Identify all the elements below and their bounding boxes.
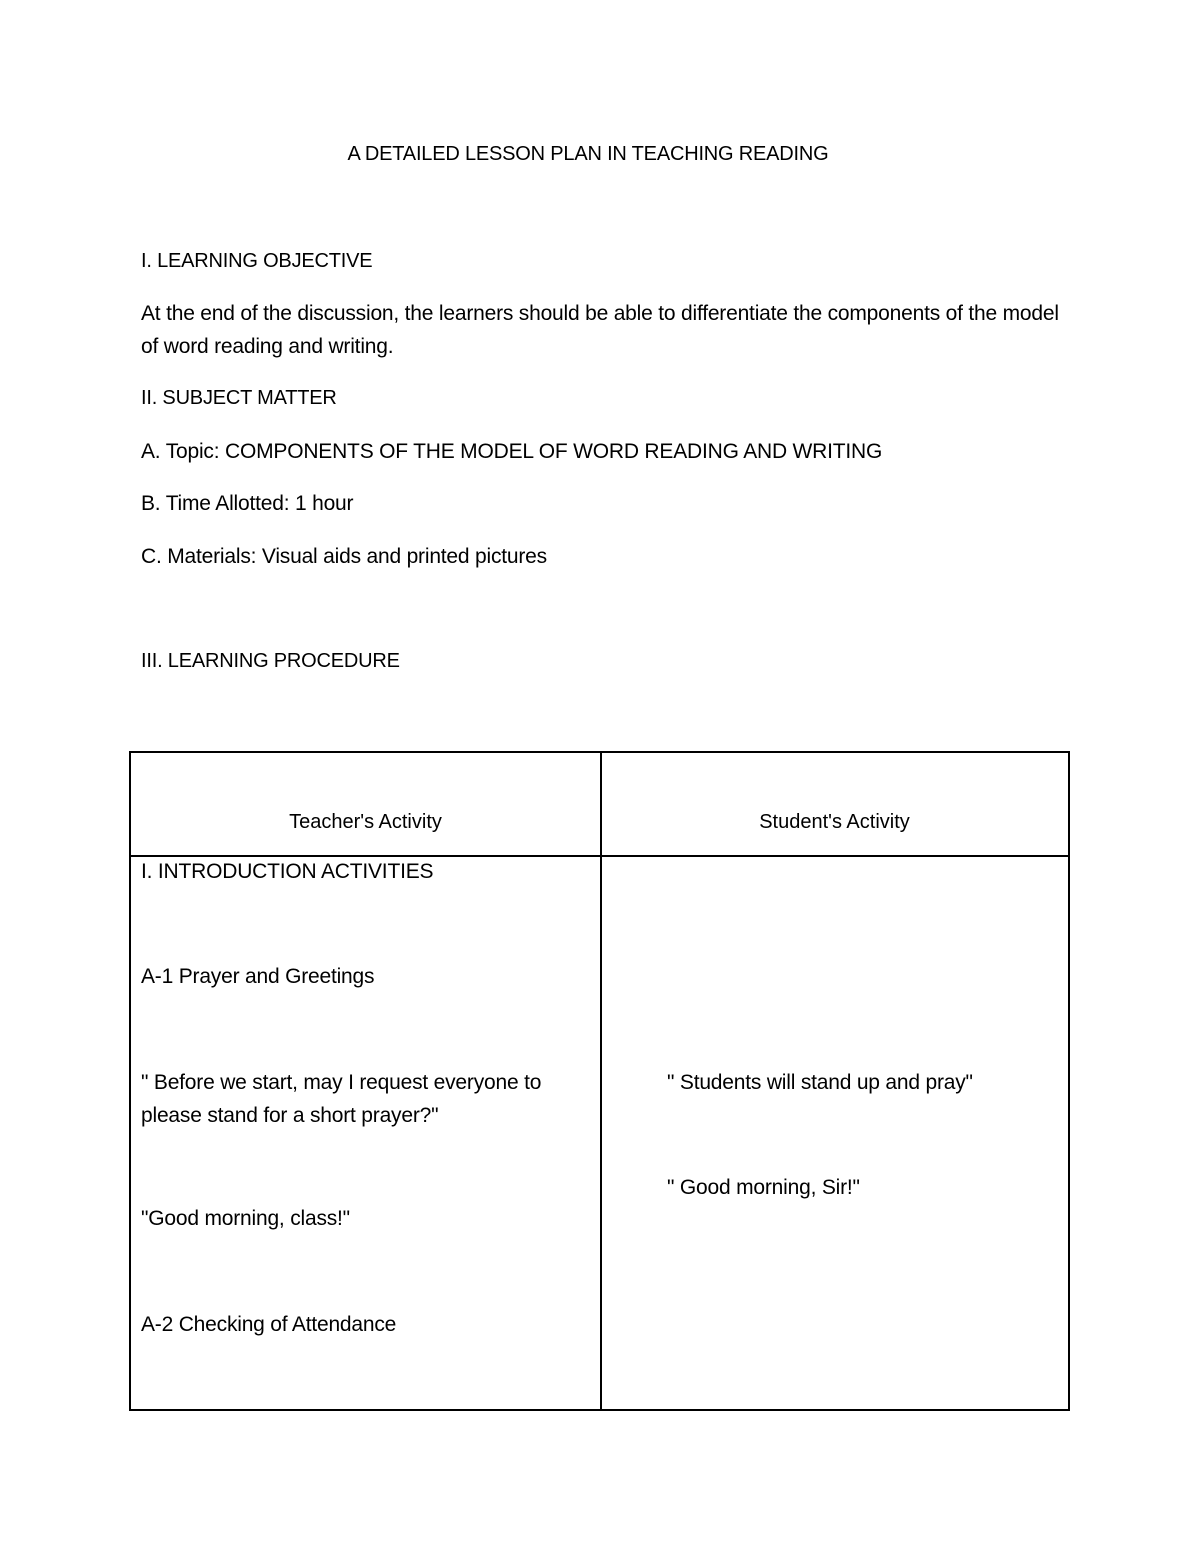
topic-line: A. Topic: COMPONENTS OF THE MODEL OF WORD READING AND WRITING	[141, 440, 883, 463]
materials-line: C. Materials: Visual aids and printed pictures	[141, 545, 547, 568]
section-heading-subject-matter: II. SUBJECT MATTER	[141, 387, 337, 409]
header-teacher-activity: Teacher's Activity	[289, 811, 442, 833]
table-header-divider	[131, 855, 1068, 857]
teacher-a1-heading: A-1 Prayer and Greetings	[141, 965, 375, 988]
time-allotted-line: B. Time Allotted: 1 hour	[141, 492, 354, 515]
teacher-intro-heading: I. INTRODUCTION ACTIVITIES	[141, 860, 434, 883]
teacher-a2-heading: A-2 Checking of Attendance	[141, 1313, 397, 1336]
section-heading-learning-objective: I. LEARNING OBJECTIVE	[141, 250, 373, 272]
page-title: A DETAILED LESSON PLAN IN TEACHING READING	[347, 143, 829, 165]
table-column-divider	[600, 753, 602, 1409]
objective-text: At the end of the discussion, the learners should be able to differentiate the components of the model of word reading and writing.	[141, 302, 1059, 358]
student-greeting-response: " Good morning, Sir!"	[667, 1176, 860, 1199]
student-prayer-response: " Students will stand up and pray"	[667, 1071, 973, 1094]
teacher-prayer-request: " Before we start, may I request everyone to please stand for a short prayer?"	[141, 1071, 542, 1127]
activity-table	[129, 751, 1070, 1411]
section-heading-learning-procedure: III. LEARNING PROCEDURE	[141, 650, 400, 672]
header-student-activity: Student's Activity	[759, 811, 910, 833]
teacher-greeting: "Good morning, class!"	[141, 1207, 350, 1230]
